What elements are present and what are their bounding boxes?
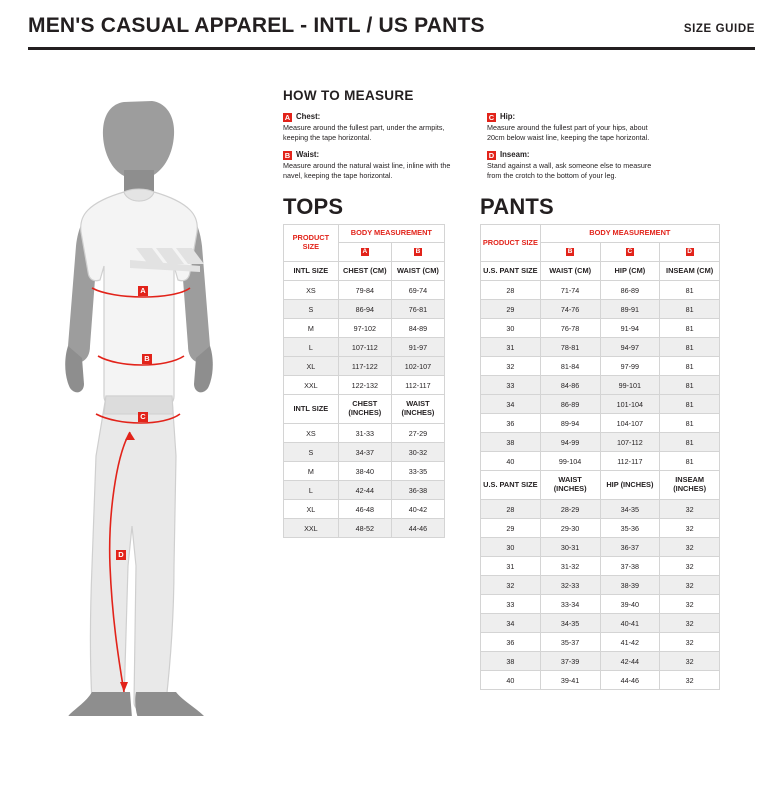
cell-inseam: 81 — [660, 376, 720, 395]
table-row — [481, 357, 720, 376]
cell-hip: 39-40 — [600, 595, 660, 614]
table-header-row — [284, 225, 445, 243]
table-row — [284, 462, 445, 481]
cell-hip: 91-94 — [600, 319, 660, 338]
header-divider — [28, 47, 755, 50]
table-row — [284, 300, 445, 319]
cell-hip: 89-91 — [600, 300, 660, 319]
pants-in-hip-col: HIP (INCHES) — [600, 471, 660, 500]
how-to-measure-column-left — [283, 112, 463, 189]
cell-waist: 32-33 — [540, 576, 600, 595]
table-row — [481, 376, 720, 395]
cell-size: XL — [284, 357, 339, 376]
cell-size: 36 — [481, 414, 541, 433]
cell-inseam: 32 — [660, 576, 720, 595]
cell-size: M — [284, 319, 339, 338]
tops-in-chest-col: CHEST (INCHES) — [338, 395, 391, 424]
cell-size: 40 — [481, 671, 541, 690]
cell-hip: 41-42 — [600, 633, 660, 652]
cell-waist: 78-81 — [540, 338, 600, 357]
table-row — [481, 538, 720, 557]
badge-d-icon: D — [488, 151, 495, 161]
cell-waist: 81-84 — [540, 357, 600, 376]
tops-cm-size-col: INTL SIZE — [284, 261, 339, 281]
how-to-measure-section — [283, 88, 753, 189]
table-row — [481, 319, 720, 338]
pants-in-waist-col: WAIST (INCHES) — [540, 471, 600, 500]
how-to-item-label: Hip: — [500, 112, 516, 121]
table-row — [481, 452, 720, 471]
cell-waist: 33-34 — [540, 595, 600, 614]
tops-inches-subheader-row — [284, 395, 445, 424]
cell-inseam: 81 — [660, 433, 720, 452]
cell-hip: 112-117 — [600, 452, 660, 471]
cell-chest: 79-84 — [338, 281, 391, 300]
cell-size: 33 — [481, 595, 541, 614]
cell-waist: 30-32 — [391, 443, 444, 462]
page-title: MEN'S CASUAL APPAREL - INTL / US PANTS — [28, 14, 485, 37]
cell-size: 36 — [481, 633, 541, 652]
table-row — [481, 614, 720, 633]
table-row — [481, 519, 720, 538]
how-to-item-text: Stand against a wall, ask someone else to measure from the crotch to the bottom of your leg. — [487, 161, 652, 181]
how-to-item-label: Inseam: — [500, 150, 530, 160]
cell-hip: 99-101 — [600, 376, 660, 395]
cell-size: S — [284, 443, 339, 462]
how-to-item-inseam — [487, 150, 667, 180]
pants-table — [480, 224, 720, 690]
size-guide-label: SIZE GUIDE — [683, 23, 755, 35]
cell-size: XXL — [284, 519, 339, 538]
cell-chest: 48-52 — [338, 519, 391, 538]
cell-waist: 39-41 — [540, 671, 600, 690]
table-row — [284, 338, 445, 357]
cell-hip: 104-107 — [600, 414, 660, 433]
measurement-figure — [24, 96, 274, 716]
tops-cm-chest-col: CHEST (CM) — [338, 261, 391, 281]
cell-size: 34 — [481, 395, 541, 414]
how-to-measure-column-right — [487, 112, 667, 189]
cell-inseam: 32 — [660, 538, 720, 557]
table-row — [284, 481, 445, 500]
cell-inseam: 81 — [660, 281, 720, 300]
cell-hip: 36-37 — [600, 538, 660, 557]
cell-size: 29 — [481, 519, 541, 538]
table-row — [284, 376, 445, 395]
tops-cm-waist-col: WAIST (CM) — [391, 261, 444, 281]
badge-b-icon: B — [284, 151, 291, 161]
cell-waist: 69-74 — [391, 281, 444, 300]
cell-size: 32 — [481, 357, 541, 376]
cell-inseam: 81 — [660, 319, 720, 338]
cell-inseam: 32 — [660, 652, 720, 671]
pants-cm-inseam-col: INSEAM (CM) — [660, 261, 720, 281]
cell-hip: 37-38 — [600, 557, 660, 576]
pants-cm-subheader-row — [481, 261, 720, 281]
table-row — [481, 633, 720, 652]
how-to-item-text: Measure around the natural waist line, inline with the navel, keeping the tape horizontal. — [283, 161, 451, 181]
pants-product-size-header: PRODUCT SIZE — [481, 225, 541, 262]
cell-waist: 112-117 — [391, 376, 444, 395]
cell-inseam: 81 — [660, 357, 720, 376]
pants-cm-size-col: U.S. PANT SIZE — [481, 261, 541, 281]
how-to-measure-title: HOW TO MEASURE — [283, 88, 414, 103]
figure-marker-d: D — [116, 550, 126, 560]
mannequin-illustration — [24, 96, 274, 716]
cell-inseam: 32 — [660, 557, 720, 576]
how-to-item-text: Measure around the fullest part of your hips, about 20cm below waist line, keeping the tape horizontal. — [487, 123, 650, 142]
cell-waist: 44-46 — [391, 519, 444, 538]
table-row — [481, 671, 720, 690]
table-row — [481, 652, 720, 671]
pants-title: PANTS — [480, 194, 554, 219]
figure-marker-c: C — [138, 412, 148, 422]
cell-inseam: 32 — [660, 500, 720, 519]
badge-c-icon: C — [488, 113, 495, 122]
table-row — [481, 281, 720, 300]
cell-hip: 40-41 — [600, 614, 660, 633]
cell-waist: 33-35 — [391, 462, 444, 481]
table-row — [284, 500, 445, 519]
tops-in-waist-col: WAIST (INCHES) — [391, 395, 444, 424]
cell-chest: 86-94 — [338, 300, 391, 319]
cell-chest: 122-132 — [338, 376, 391, 395]
table-row — [481, 338, 720, 357]
cell-waist: 91-97 — [391, 338, 444, 357]
table-row — [481, 300, 720, 319]
cell-inseam: 32 — [660, 595, 720, 614]
cell-waist: 35-37 — [540, 633, 600, 652]
table-row — [284, 519, 445, 538]
cell-size: S — [284, 300, 339, 319]
cell-size: 29 — [481, 300, 541, 319]
how-to-item-waist — [283, 150, 463, 180]
cell-inseam: 81 — [660, 338, 720, 357]
cell-size: XXL — [284, 376, 339, 395]
pants-in-inseam-col: INSEAM (INCHES) — [660, 471, 720, 500]
table-row — [284, 443, 445, 462]
table-row — [284, 424, 445, 443]
tops-product-size-header: PRODUCT SIZE — [284, 225, 339, 262]
cell-waist: 94-99 — [540, 433, 600, 452]
tops-cm-subheader-row — [284, 261, 445, 281]
cell-hip: 86-89 — [600, 281, 660, 300]
cell-inseam: 81 — [660, 300, 720, 319]
cell-chest: 34-37 — [338, 443, 391, 462]
cell-size: 30 — [481, 538, 541, 557]
cell-waist: 31-32 — [540, 557, 600, 576]
cell-hip: 38-39 — [600, 576, 660, 595]
table-row — [481, 433, 720, 452]
cell-chest: 117-122 — [338, 357, 391, 376]
cell-size: 28 — [481, 281, 541, 300]
table-row — [481, 395, 720, 414]
cell-waist: 102-107 — [391, 357, 444, 376]
tops-in-size-col: INTL SIZE — [284, 395, 339, 424]
letter-d-icon: D — [687, 247, 692, 255]
cell-waist: 29-30 — [540, 519, 600, 538]
cell-inseam: 32 — [660, 671, 720, 690]
cell-waist: 84-89 — [391, 319, 444, 338]
cell-size: XS — [284, 424, 339, 443]
cell-hip: 94-97 — [600, 338, 660, 357]
cell-size: M — [284, 462, 339, 481]
badge-a-icon: A — [284, 113, 291, 122]
pants-cm-waist-col: WAIST (CM) — [540, 261, 600, 281]
pants-inches-subheader-row — [481, 471, 720, 500]
table-row — [481, 595, 720, 614]
cell-hip: 42-44 — [600, 652, 660, 671]
cell-waist: 71-74 — [540, 281, 600, 300]
cell-waist: 40-42 — [391, 500, 444, 519]
cell-size: 32 — [481, 576, 541, 595]
tops-body-measurement-header: BODY MEASUREMENT — [338, 225, 444, 243]
cell-chest: 42-44 — [338, 481, 391, 500]
tops-title: TOPS — [283, 194, 344, 219]
cell-chest: 46-48 — [338, 500, 391, 519]
cell-inseam: 81 — [660, 395, 720, 414]
cell-hip: 107-112 — [600, 433, 660, 452]
letter-b-icon: B — [567, 247, 573, 255]
cell-size: 38 — [481, 433, 541, 452]
cell-waist: 30-31 — [540, 538, 600, 557]
page-header — [28, 14, 755, 38]
figure-marker-a: A — [138, 286, 148, 296]
table-row — [284, 281, 445, 300]
how-to-item-text: Measure around the fullest part, under the armpits, keeping the tape horizontal. — [283, 123, 445, 142]
cell-waist: 34-35 — [540, 614, 600, 633]
cell-hip: 35-36 — [600, 519, 660, 538]
cell-waist: 76-81 — [391, 300, 444, 319]
cell-waist: 28-29 — [540, 500, 600, 519]
how-to-item-hip — [487, 112, 667, 142]
cell-waist: 89-94 — [540, 414, 600, 433]
cell-size: 30 — [481, 319, 541, 338]
cell-size: L — [284, 338, 339, 357]
table-row — [284, 319, 445, 338]
tops-table — [283, 224, 445, 538]
pants-table-block — [480, 196, 720, 690]
cell-size: 38 — [481, 652, 541, 671]
table-header-row — [481, 225, 720, 243]
pants-body-measurement-header: BODY MEASUREMENT — [540, 225, 719, 243]
cell-waist: 36-38 — [391, 481, 444, 500]
cell-waist: 86-89 — [540, 395, 600, 414]
pants-in-size-col: U.S. PANT SIZE — [481, 471, 541, 500]
cell-size: XL — [284, 500, 339, 519]
letter-b-icon: B — [415, 247, 421, 255]
cell-hip: 44-46 — [600, 671, 660, 690]
cell-chest: 107-112 — [338, 338, 391, 357]
table-row — [481, 576, 720, 595]
cell-chest: 31-33 — [338, 424, 391, 443]
cell-waist: 84-86 — [540, 376, 600, 395]
letter-c-icon: C — [627, 247, 633, 255]
cell-size: 34 — [481, 614, 541, 633]
cell-hip: 34-35 — [600, 500, 660, 519]
how-to-item-label: Waist: — [296, 150, 320, 160]
cell-inseam: 81 — [660, 452, 720, 471]
letter-a-icon: A — [362, 247, 368, 255]
cell-size: 31 — [481, 338, 541, 357]
cell-waist: 99-104 — [540, 452, 600, 471]
cell-hip: 97-99 — [600, 357, 660, 376]
cell-waist: 27-29 — [391, 424, 444, 443]
cell-waist: 37-39 — [540, 652, 600, 671]
cell-waist: 76-78 — [540, 319, 600, 338]
cell-size: 28 — [481, 500, 541, 519]
figure-marker-b: B — [142, 354, 152, 364]
cell-inseam: 32 — [660, 614, 720, 633]
how-to-item-label: Chest: — [296, 112, 321, 121]
cell-chest: 38-40 — [338, 462, 391, 481]
cell-size: 40 — [481, 452, 541, 471]
cell-waist: 74-76 — [540, 300, 600, 319]
cell-inseam: 32 — [660, 633, 720, 652]
cell-hip: 101-104 — [600, 395, 660, 414]
tops-table-block — [283, 196, 445, 538]
pants-cm-hip-col: HIP (CM) — [600, 261, 660, 281]
table-row — [481, 500, 720, 519]
cell-inseam: 32 — [660, 519, 720, 538]
cell-size: L — [284, 481, 339, 500]
cell-size: 31 — [481, 557, 541, 576]
cell-chest: 97-102 — [338, 319, 391, 338]
cell-size: 33 — [481, 376, 541, 395]
cell-inseam: 81 — [660, 414, 720, 433]
table-row — [284, 357, 445, 376]
table-row — [481, 557, 720, 576]
table-row — [481, 414, 720, 433]
how-to-item-chest — [283, 112, 463, 142]
cell-size: XS — [284, 281, 339, 300]
